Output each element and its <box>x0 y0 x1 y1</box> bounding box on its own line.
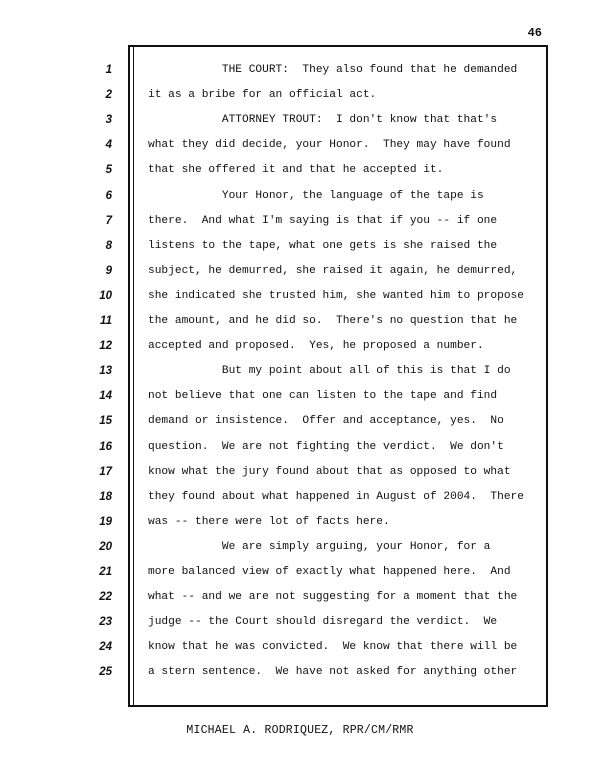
transcript-line: there. And what I'm saying is that if you -- if one <box>148 214 498 227</box>
transcript-line: ATTORNEY TROUT: I don't know that that's <box>148 114 498 127</box>
line-number: 22 <box>99 591 112 604</box>
line-number: 19 <box>99 515 112 528</box>
transcript-line: We are simply arguing, your Honor, for a <box>148 540 491 553</box>
transcript-line: the amount, and he did so. There's no question that he <box>148 315 518 327</box>
transcript-line: question. We are not fighting the verdict. We don't <box>148 440 504 453</box>
transcript-line: what -- and we are not suggesting for a moment that the <box>148 591 518 604</box>
line-number: 1 <box>105 64 112 76</box>
transcript-line: more balanced view of exactly what happened here. And <box>148 566 511 578</box>
line-number: 14 <box>99 390 112 403</box>
transcript-line: what they did decide, your Honor. They may have found <box>148 139 511 152</box>
line-number: 7 <box>105 214 112 227</box>
line-number: 15 <box>99 415 112 428</box>
page-number: 46 <box>527 26 542 40</box>
transcript-line: demand or insistence. Offer and acceptance, yes. No <box>148 415 504 428</box>
transcript-line: accepted and proposed. Yes, he proposed a number. <box>148 340 484 353</box>
line-number: 20 <box>99 540 112 553</box>
line-number: 9 <box>105 264 112 277</box>
line-number: 21 <box>99 566 112 578</box>
line-number: 3 <box>105 114 112 127</box>
line-number: 6 <box>105 189 112 202</box>
transcript-line: was -- there were lot of facts here. <box>148 515 390 528</box>
line-number: 17 <box>99 465 112 478</box>
line-number: 2 <box>105 89 112 102</box>
transcript-line: she indicated she trusted him, she wanted him to propose <box>148 289 524 302</box>
line-number: 25 <box>99 666 112 679</box>
line-number: 12 <box>99 340 112 353</box>
line-number: 23 <box>99 616 112 629</box>
transcript-line: THE COURT: They also found that he demanded <box>148 64 518 76</box>
transcript-line: they found about what happened in August of 2004. There <box>148 490 524 503</box>
transcript-line: a stern sentence. We have not asked for anything other <box>148 666 518 679</box>
line-number: 13 <box>99 365 112 378</box>
transcript-line: Your Honor, the language of the tape is <box>148 189 484 202</box>
transcript-line: know what the jury found about that as opposed to what <box>148 465 511 478</box>
reporter-footer: MICHAEL A. RODRIQUEZ, RPR/CM/RMR <box>186 724 414 737</box>
line-number: 16 <box>99 440 112 453</box>
transcript-line: subject, he demurred, she raised it again, he demurred, <box>148 264 518 277</box>
transcript-line: it as a bribe for an official act. <box>148 89 377 102</box>
line-number: 4 <box>105 139 112 152</box>
margin-rule <box>133 45 134 707</box>
line-number: 8 <box>105 239 112 252</box>
line-number: 5 <box>105 164 112 177</box>
transcript-line: But my point about all of this is that I do <box>148 365 511 378</box>
line-number: 18 <box>99 490 112 503</box>
transcript-line: know that he was convicted. We know that there will be <box>148 641 518 654</box>
line-number: 24 <box>99 641 112 654</box>
transcript-line: that she offered it and that he accepted it. <box>148 164 444 177</box>
line-number: 10 <box>99 289 112 302</box>
line-number: 11 <box>100 315 112 327</box>
transcript-line: listens to the tape, what one gets is she raised the <box>148 239 498 252</box>
transcript-line: not believe that one can listen to the tape and find <box>148 390 498 403</box>
transcript-line: judge -- the Court should disregard the verdict. We <box>148 616 498 629</box>
